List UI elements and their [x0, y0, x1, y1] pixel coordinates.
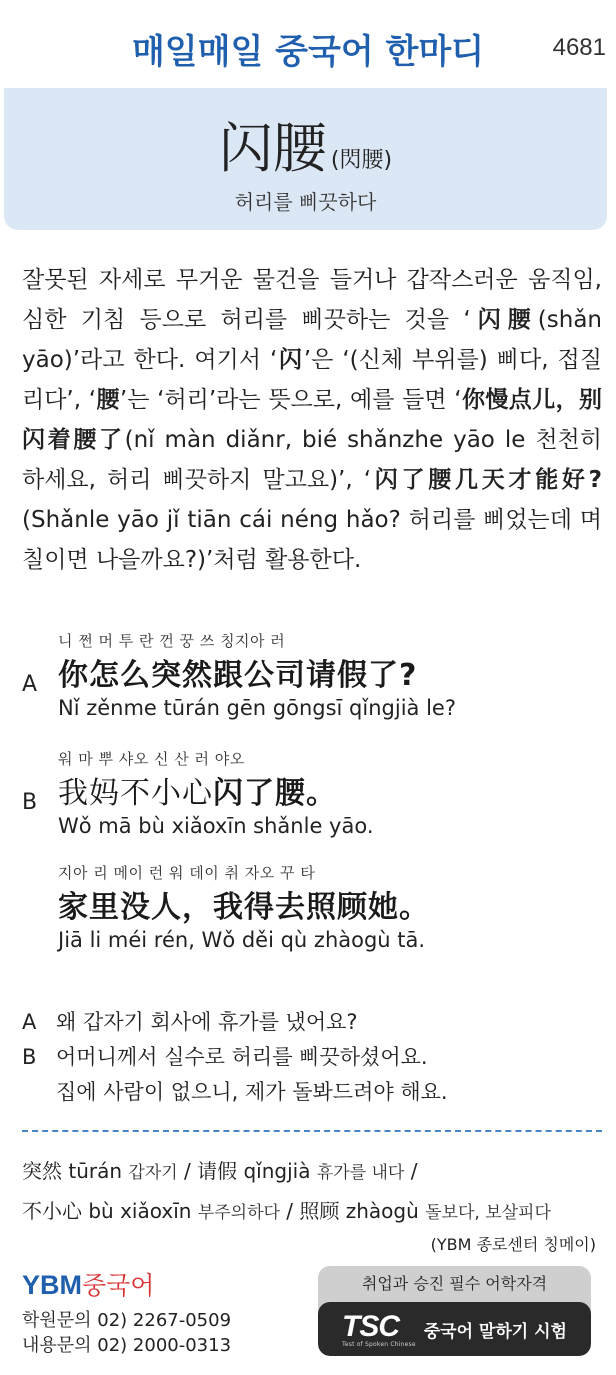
explanation-chinese: 闪了腰几天才能好?: [371, 467, 603, 493]
translation-text: 집에 사람이 없으니, 제가 돌봐드려야 해요.: [56, 1080, 448, 1104]
korean-pronunciation: 지아 리 메이 런 워 데이 취 자오 꾸 타: [58, 864, 316, 882]
badge-caption: 취업과 승진 필수 어학자격: [361, 1274, 548, 1293]
explanation-text: (Shǎnle yāo jǐ tiān cái néng hǎo? 허리를 삐었는데 며칠이면 나을까요?)’처럼 활용한다.: [22, 507, 602, 573]
explanation-text: ’는 ‘허리’라는 뜻으로, 예를 들면 ‘: [119, 387, 462, 413]
source-credit: (YBM 종로센터 칭메이): [430, 1235, 596, 1254]
tsc-badge: [318, 1266, 591, 1356]
footer-contact: [22, 1266, 302, 1358]
speaker-label: A: [22, 1010, 37, 1034]
contact-info: [22, 1308, 302, 1358]
speaker-label: B: [22, 790, 38, 815]
vocab-chinese: 不小心: [22, 1199, 82, 1223]
ybm-logo: [22, 1266, 302, 1302]
chinese-sentence-bold: 闪了腰。: [213, 776, 337, 811]
explanation-text: ’은 ‘(신체 부위를) 삐다, 접질리다’, ‘: [22, 347, 602, 413]
translation-text: 왜 갑자기 회사에 휴가를 냈어요?: [56, 1010, 358, 1034]
chinese-sentence: 你怎么突然跟公司请假了?: [58, 658, 418, 693]
explanation-text: (nǐ màn diǎnr, bié shǎnzhe yāo le 천천히 하세요, 허리 삐끗하지 말고요)’, ‘: [22, 427, 602, 493]
translation-row: [22, 1040, 602, 1075]
content-phone: 내용문의 02) 2000-0313: [22, 1335, 232, 1356]
dialog-line: [58, 630, 456, 720]
translation-text: 어머니께서 실수로 허리를 삐끗하셨어요.: [56, 1045, 428, 1069]
explanation-chinese: 闪腰: [470, 307, 538, 333]
explanation-text: (shǎn yāo)’라고 한다. 여기서 ‘: [22, 307, 603, 373]
translation-row: [22, 1075, 602, 1110]
episode-number: 4681: [552, 34, 606, 61]
explanation-chinese: 腰: [96, 387, 120, 413]
brand-kr: 중국어: [82, 1271, 155, 1300]
vocab-pinyin: bù xiǎoxīn: [88, 1199, 192, 1223]
translation-row: [22, 1005, 602, 1040]
tsc-logo-text: TSC: [342, 1310, 400, 1343]
vocab-line: 突然 tūrán 갑자기 / 请假 qǐngjià 휴가를 내다 /: [22, 1159, 418, 1183]
vocab-chinese: 请假: [197, 1159, 238, 1183]
explanation-chinese: 闪: [277, 347, 304, 373]
chinese-sentence: [58, 768, 374, 812]
chinese-sentence-plain: 我妈不小心: [58, 776, 213, 811]
tsc-logo-subtitle: Test of Spoken Chinese: [342, 1341, 416, 1348]
tsc-logo: [342, 1310, 416, 1348]
pinyin: Jiā li méi rén, Wǒ děi qù zhàogù tā.: [58, 928, 426, 952]
dialog-line: [58, 748, 374, 838]
vocab-pinyin: zhàogù: [345, 1199, 419, 1223]
vocabulary: [22, 1152, 607, 1232]
pinyin: Nǐ zěnme tūrán gēn gōngsī qǐngjià le?: [58, 696, 456, 720]
vocab-line: 不小心 bù xiǎoxīn 부주의하다 / 照顾 zhàogù 돌보다, 보살피다: [22, 1199, 551, 1223]
tsc-banner: [318, 1302, 591, 1356]
vocab-meaning: 부주의하다: [197, 1203, 280, 1223]
headword-panel: [4, 88, 607, 230]
vocab-chinese: 突然: [22, 1159, 62, 1183]
vocab-pinyin: tūrán: [68, 1159, 123, 1183]
tsc-description: 중국어 말하기 시험: [423, 1321, 567, 1342]
header: [0, 0, 616, 88]
dialog-line: [58, 862, 430, 952]
series-title: 매일매일 중국어 한마디: [131, 32, 485, 72]
headword-meaning: 허리를 삐끗하다: [234, 190, 377, 214]
speaker-label: A: [22, 672, 38, 697]
explanation-paragraph: [22, 260, 602, 580]
explanation-text: 잘못된 자세로 무거운 물건을 들거나 갑작스러운 움직임, 심한 기침 등으로 허리를 삐끗하는 것을 ‘: [22, 267, 602, 333]
brand-en: YBM: [22, 1270, 82, 1300]
speaker-label: B: [22, 1045, 37, 1069]
headword: [4, 106, 607, 183]
vocab-pinyin: qǐngjià: [243, 1159, 311, 1183]
explanation-chinese: 你慢点儿，别闪着腰了: [22, 387, 602, 453]
korean-pronunciation: 워 마 뿌 샤오 신 산 러 야오: [58, 750, 245, 768]
academy-phone: 학원문의 02) 2267-0509: [22, 1310, 232, 1331]
headword-hanzi: 闪腰: [218, 117, 327, 180]
dashed-divider: [22, 1130, 602, 1132]
pinyin: Wǒ mā bù xiǎoxīn shǎnle yāo.: [58, 814, 374, 838]
headword-traditional: (閃腰): [330, 148, 393, 173]
translation: [22, 1005, 602, 1110]
chinese-sentence: 家里没人，我得去照顾她。: [58, 890, 430, 925]
vocab-meaning: 갑자기: [128, 1163, 178, 1183]
vocab-chinese: 照顾: [299, 1199, 340, 1223]
vocab-meaning: 돌보다, 보살피다: [425, 1203, 551, 1223]
korean-pronunciation: 니 쩐 머 투 란 껀 꿍 쓰 칭지아 러: [58, 632, 286, 650]
vocab-meaning: 휴가를 내다: [316, 1163, 405, 1183]
